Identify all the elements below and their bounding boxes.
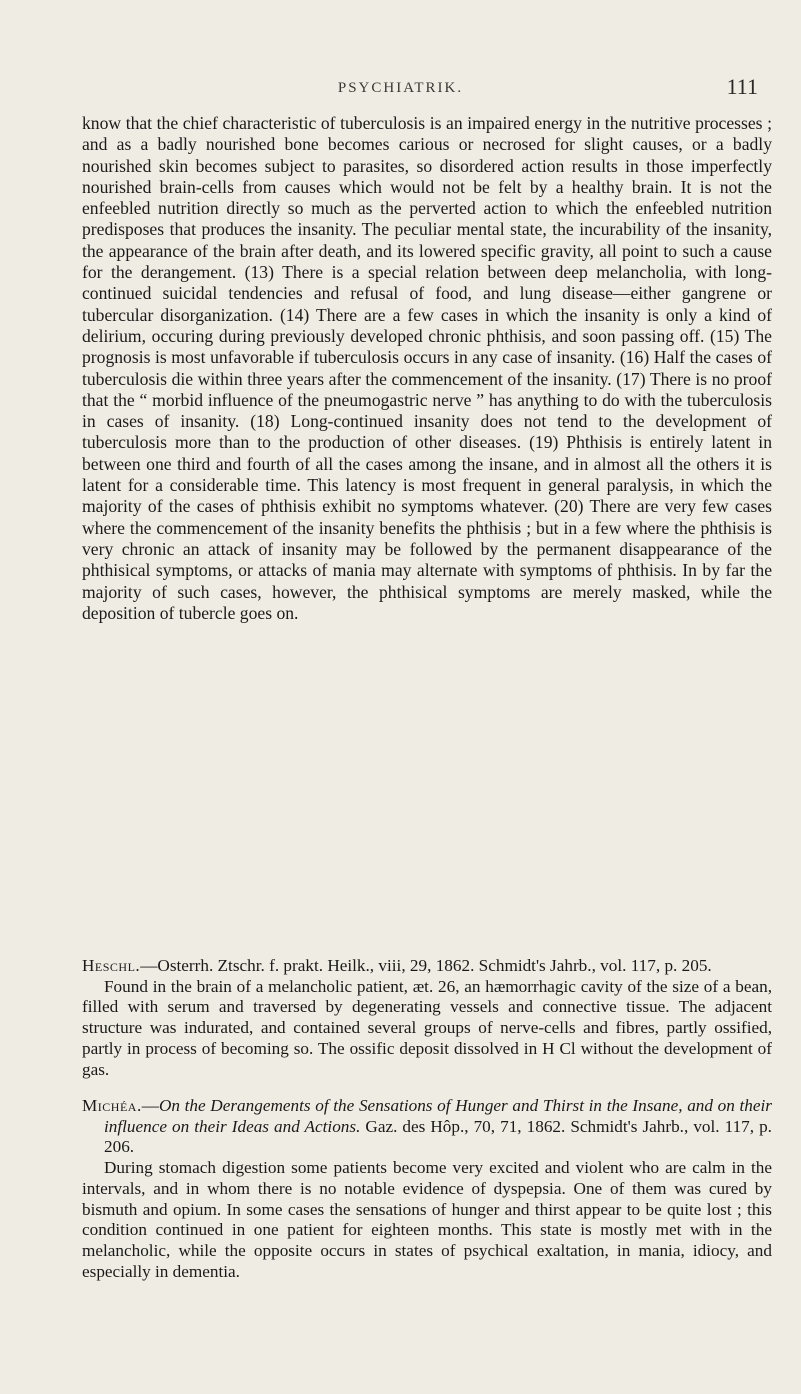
- reference-dash: —: [141, 1096, 159, 1115]
- reference-source: —Osterrh. Ztschr. f. prakt. Heilk., viii, 29, 1862. Schmidt's Jahrb., vol. 117, p. 205.: [140, 956, 712, 975]
- running-title: PSYCHIATRIK.: [337, 80, 464, 96]
- reference-author: Michéa.: [82, 1096, 142, 1115]
- reference-source: Gaz. des Hôp., 70, 71, 1862. Schmidt's Jahrb., vol. 117, p. 206.: [104, 1116, 772, 1157]
- reference-michea: [82, 1096, 772, 1282]
- reference-citation: [82, 956, 772, 977]
- reference-abstract: During stomach digestion some patients become very excited and violent who are calm in the intervals, and in whom there is no notable evidence of dyspepsia. One of them was cured by bismuth and opium. In some cases the sensations of hunger and thirst appear to be quite lost ; this condition continued in one patient for eighteen months. This state is mostly met with in the melancholic, while the opposite occurs in states of psychical exaltation, in mania, idiocy, and especially in dementia.: [82, 1158, 772, 1281]
- reference-heschl: [82, 956, 772, 1080]
- main-paragraph: know that the chief characteristic of tuberculosis is an impaired energy in the nutritive processes ; and as a badly nourished bone becomes carious or necrosed for slight causes, or a badly nourished skin becomes subject to parasites, so disordered action results in those imperfectly nourished brain-cells from causes which would not be felt by a healthy brain. It is not the enfeebled nutrition directly so much as the perverted action to which the enfeebled nutrition predisposes that produces the insanity. The peculiar mental state, the incurability of the insanity, the appearance of the brain after death, and its lowered specific gravity, all point to such a cause for the derangement. (13) There is a special relation between deep melancholia, with long-continued suicidal tendencies and refusal of food, and lung disease—either gangrene or tubercular disorganization. (14) There are a few cases in which the insanity is only a kind of delirium, occuring during previously developed chronic phthisis, and soon passing off. (15) The prognosis is most unfavorable if tuberculosis occurs in any case of insanity. (16) Half the cases of tuberculosis die within three years after the commencement of the insanity. (17) There is no proof that the “ morbid influence of the pneumogastric nerve ” has anything to do with the tuberculosis in cases of insanity. (18) Long-continued insanity does not tend to the development of tuberculosis more than to the production of other diseases. (19) Phthisis is entirely latent in between one third and fourth of all the cases among the insane, and in almost all the others it is latent for a considerable time. This latency is most frequent in general paralysis, in which the majority of the cases of phthisis exhibit no symptoms whatever. (20) There are very few cases where the commencement of the insanity benefits the phthisis ; but in a few where the phthisis is very chronic an attack of insanity may be followed by the permanent disappearance of the phthisical symptoms, or attacks of mania may alternate with symptoms of phthisis. In by far the majority of such cases, however, the phthisical symptoms are merely masked, while the deposition of tubercle goes on.: [82, 113, 772, 623]
- running-head: [0, 74, 801, 114]
- page-number: 111: [726, 74, 758, 99]
- reference-citation: [82, 1096, 772, 1158]
- reference-author: Heschl.: [82, 956, 141, 975]
- reference-abstract: Found in the brain of a melancholic patient, æt. 26, an hæmorrhagic cavity of the size of a bean, filled with serum and traversed by degenerating vessels and connective tissue. The adjacent structure was indurated, and contained several groups of nerve-cells and fibres, partly ossified, partly in process of becoming so. The ossific deposit dissolved in H Cl without the development of gas.: [82, 976, 772, 1079]
- reference-title: On the Derangements of the Sensations of Hunger and Thirst in the Insane, and on their influence on their Ideas and Actions.: [104, 1096, 772, 1136]
